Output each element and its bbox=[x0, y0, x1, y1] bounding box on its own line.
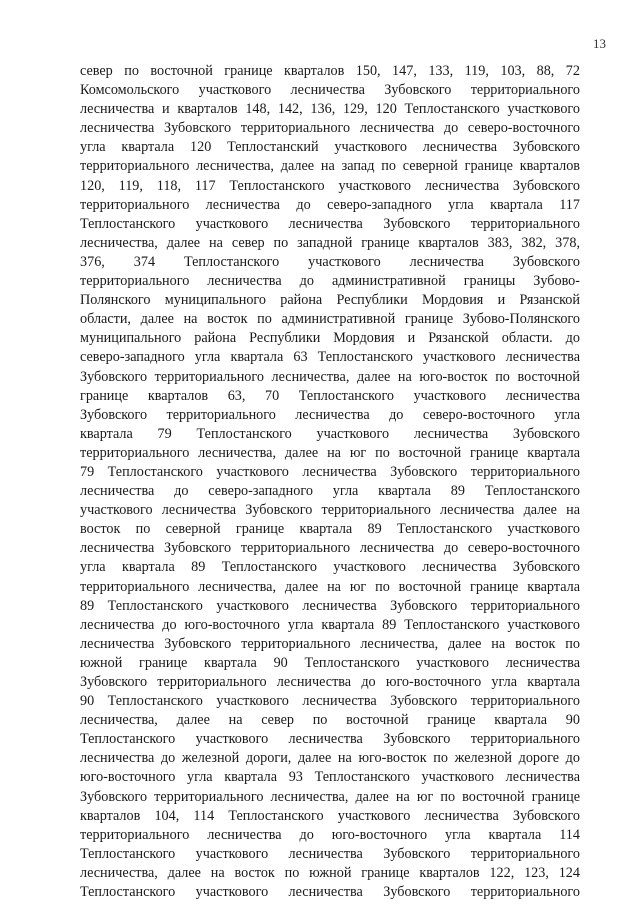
body-paragraph bbox=[80, 62, 580, 902]
text-line: границе кварталов 63, 70 Теплостанского участкового лесничества bbox=[80, 387, 580, 404]
text-line: 376, 374 Теплостанского участкового лесничества Зубовского bbox=[80, 253, 580, 270]
text-line: территориального лесничества, далее на запад по северной границе кварталов bbox=[80, 158, 580, 175]
text-line: лесничества, далее на север по восточной границе квартала 90 bbox=[80, 712, 580, 729]
text-line: 89 Теплостанского участкового лесничества Зубовского территориального bbox=[80, 597, 580, 614]
text-line: северо-западного угла квартала 63 Теплостанского участкового лесничества bbox=[80, 349, 580, 366]
text-line: Полянского муниципального района Республики Мордовия и Рязанской bbox=[80, 292, 580, 309]
text-line: Теплостанского участкового лесничества Зубовского территориального bbox=[80, 215, 580, 232]
text-line: 120, 119, 118, 117 Теплостанского участкового лесничества Зубовского bbox=[80, 177, 580, 194]
text-line: территориального лесничества, далее на юг по восточной границе квартала bbox=[80, 444, 580, 461]
text-line: области, далее на восток по административной границе Зубово-Полянского bbox=[80, 311, 580, 328]
text-line: кварталов 104, 114 Теплостанского участкового лесничества Зубовского bbox=[80, 807, 580, 824]
text-line: юго-восточного угла квартала 93 Теплостанского участкового лесничества bbox=[80, 769, 580, 786]
text-line: муниципального района Республики Мордовия и Рязанской области. до bbox=[80, 330, 580, 347]
page-number: 13 bbox=[593, 36, 606, 51]
text-line: лесничества до юго-восточного угла квартала 89 Теплостанского участкового bbox=[80, 616, 580, 633]
text-line: Комсомольского участкового лесничества Зубовского территориального bbox=[80, 82, 580, 99]
text-line: север по восточной границе кварталов 150, 147, 133, 119, 103, 88, 72 bbox=[80, 63, 580, 79]
text-line: Зубовского территориального лесничества, далее на юго-восток по восточной bbox=[80, 368, 580, 385]
text-line: восток по северной границе квартала 89 Теплостанского участкового bbox=[80, 521, 580, 538]
text-line: Теплостанского участкового лесничества Зубовского территориального bbox=[80, 731, 580, 748]
text-line: 90 Теплостанского участкового лесничества Зубовского территориального bbox=[80, 693, 580, 710]
text-line: лесничества, далее на восток по южной границе кварталов 122, 123, 124 bbox=[80, 864, 580, 881]
text-line: квартала 79 Теплостанского участкового лесничества Зубовского bbox=[80, 425, 580, 442]
text-line: угла квартала 89 Теплостанского участкового лесничества Зубовского bbox=[80, 559, 580, 576]
text-line: лесничества до северо-западного угла квартала 89 Теплостанского bbox=[80, 483, 580, 500]
text-line: угла квартала 120 Теплостанский участкового лесничества Зубовского bbox=[80, 139, 580, 156]
text-line: Теплостанского участкового лесничества Зубовского территориального bbox=[80, 884, 580, 901]
text-line: 79 Теплостанского участкового лесничества Зубовского территориального bbox=[80, 463, 580, 480]
text-line: Теплостанского участкового лесничества Зубовского территориального bbox=[80, 845, 580, 862]
text-line: лесничества Зубовского территориального лесничества, далее на восток по bbox=[80, 635, 580, 652]
text-line: территориального лесничества, далее на юг по восточной границе квартала bbox=[80, 578, 580, 595]
text-line: Зубовского территориального лесничества до юго-восточного угла квартала bbox=[80, 674, 580, 690]
text-line: лесничества Зубовского территориального лесничества до северо-восточного bbox=[80, 120, 580, 137]
text-line: лесничества до железной дороги, далее на юго-восток по железной дороге до bbox=[80, 750, 580, 767]
text-line: южной границе квартала 90 Теплостанского участкового лесничества bbox=[80, 654, 580, 671]
text-line: лесничества, далее на север по западной границе кварталов 383, 382, 378, bbox=[80, 234, 580, 251]
text-line: лесничества Зубовского территориального лесничества до северо-восточного bbox=[80, 540, 580, 557]
text-line: территориального лесничества до административной границы Зубово- bbox=[80, 273, 580, 290]
text-line: лесничества и кварталов 148, 142, 136, 129, 120 Теплостанского участкового bbox=[80, 101, 580, 118]
text-line: Зубовского территориального лесничества до северо-восточного угла bbox=[80, 406, 580, 423]
text-line: территориального лесничества до юго-восточного угла квартала 114 bbox=[80, 826, 580, 843]
text-line: территориального лесничества до северо-западного угла квартала 117 bbox=[80, 196, 580, 213]
text-line: участкового лесничества Зубовского территориального лесничества далее на bbox=[80, 502, 580, 519]
text-line: Зубовского территориального лесничества, далее на юг по восточной границе bbox=[80, 788, 580, 805]
